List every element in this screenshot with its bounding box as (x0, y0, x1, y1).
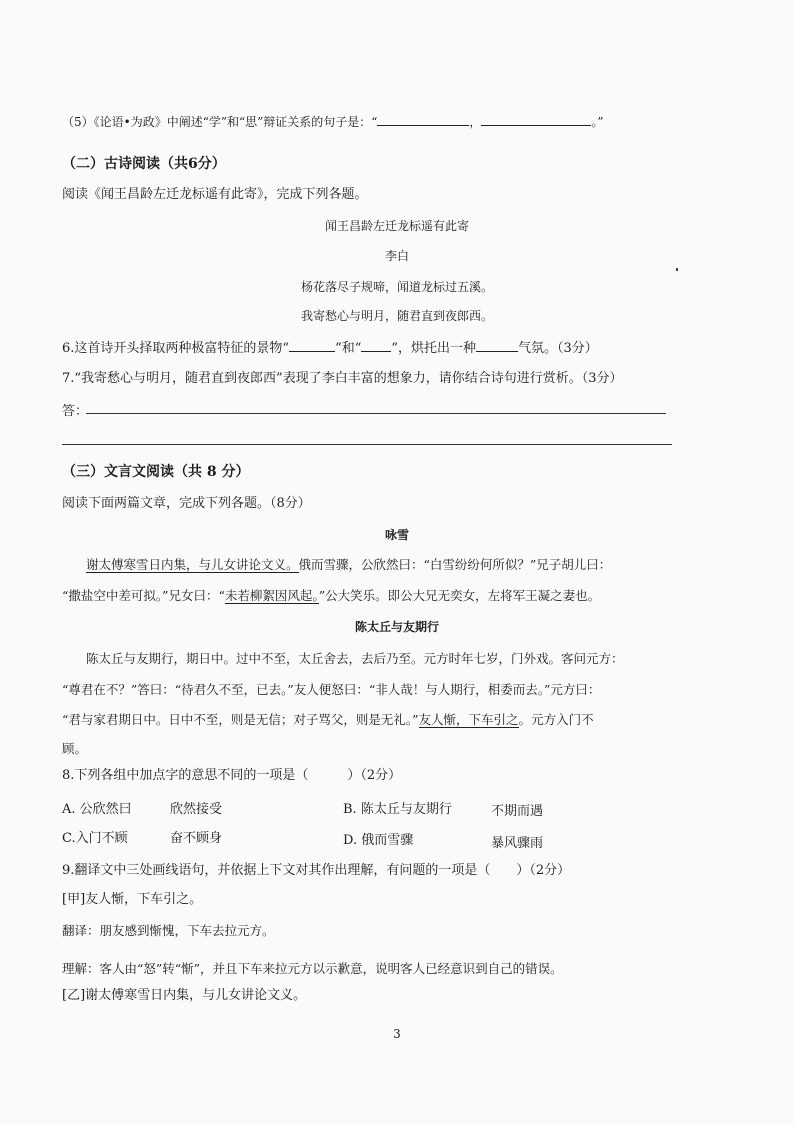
q6-text-c: ”，烘托出一种 (391, 341, 477, 356)
answer-line-1[interactable] (86, 413, 666, 414)
section3-intro: 阅读下面两篇文章，完成下列各题。（8分） (62, 496, 311, 511)
q8-option-c-2: 奋不顾身 (170, 831, 223, 846)
section2-heading: （二）古诗阅读（共6分） (62, 156, 226, 172)
q6-text-a: 6.这首诗开头择取两种极富特征的景物“ (62, 341, 290, 356)
q5-text: （5）《论语•为政》中阐述“学”和“思”辩证关系的句子是：“ (62, 115, 378, 129)
passage2-line-2: “尊君在不？”答曰：“待君久不至，已去。”友人便怒曰：“非人哉！与人期行，相委而去。”元方曰： (62, 682, 601, 697)
q5-line (62, 113, 734, 131)
q6-blank-1[interactable] (289, 339, 335, 352)
q6-text-d: 气氛。（3分） (518, 341, 598, 356)
answer-label: 答： (62, 404, 89, 419)
passage2-line-3 (62, 711, 734, 729)
poem-line-2: 我寄愁心与明月，随君直到夜郎西。 (300, 309, 493, 323)
passage2-text-3a: “君与家君期日中。日中不至，则是无信；对子骂父，则是无礼。” (62, 712, 419, 727)
q9-jia: [甲]友人惭，下车引之。 (62, 892, 203, 907)
passage1-underline-1: 谢太傅寒雪日内集，与儿女讲论文义。 (86, 557, 299, 572)
q9-line: 9.翻译文中三处画线语句，并依据上下文对其作出理解，有问题的一项是（ ）（2分） (62, 863, 571, 878)
passage2-underline: 友人惭，下车引之 (418, 712, 519, 727)
passage1-line-2 (62, 587, 734, 605)
q7-line: 7.“我寄愁心与明月，随君直到夜郎西”表现了李白丰富的想象力，请你结合诗句进行赏析。（3分） (62, 371, 623, 386)
scan-speck (676, 268, 678, 271)
q5-blank-1[interactable] (377, 113, 469, 126)
q9-understanding: 理解：客人由“怒”转“惭”，并且下车来拉元方以示歉意，说明客人已经意识到自己的错误。 (62, 961, 563, 976)
section3-heading: （三）文言文阅读（共 8 分） (62, 464, 250, 480)
q5-blank-2[interactable] (481, 113, 591, 126)
q8-option-a-2: 欣然接受 (170, 802, 223, 817)
q5-end: 。” (591, 115, 604, 129)
section2-intro: 阅读《闻王昌龄左迁龙标遥有此寄》，完成下列各题。 (62, 187, 368, 202)
passage1-text-2a: “撒盐空中差可拟。”兄女曰：“ (62, 588, 225, 603)
poem-line-1: 杨花落尽子规啼，闻道龙标过五溪。 (300, 280, 493, 294)
passage1-line-1 (86, 556, 734, 574)
q6-line (62, 339, 734, 358)
passage1-text-2b: ”公大笑乐。即公大兄无奕女，左将军王凝之妻也。 (318, 588, 601, 603)
q9-yi: [乙]谢太傅寒雪日内集，与儿女讲论文义。 (62, 988, 307, 1003)
page-number: 3 (393, 1027, 401, 1041)
q9-translation: 翻译：朋友感到惭愧，下车去拉元方。 (62, 923, 275, 938)
q8-option-d-2: 暴风骤雨 (491, 836, 544, 851)
passage2-line-1: 陈太丘与友期行，期日中。过中不至，太丘舍去，去后乃至。元方时年七岁，门外戏。客问元方： (86, 651, 624, 666)
q6-blank-2[interactable] (361, 339, 391, 352)
q8-option-a-1[interactable]: A. 公欣然曰 (62, 802, 132, 817)
q8-option-b-2: 不期而遇 (491, 804, 544, 819)
q8-option-d-1[interactable]: D. 俄而雪骤 (343, 833, 414, 848)
passage2-line-4: 顾。 (62, 741, 88, 756)
q5-sep: ， (469, 115, 482, 129)
passage2-title: 陈太丘与友期行 (354, 620, 439, 634)
q6-blank-3[interactable] (476, 339, 518, 352)
q6-text-b: ”和“ (335, 341, 362, 356)
poem-title: 闻王昌龄左迁龙标遥有此寄 (324, 219, 469, 233)
q8-option-c-1[interactable]: C.入门不顾 (62, 831, 128, 846)
answer-line-2[interactable] (62, 444, 672, 445)
passage1-underline-2: 未若柳絮因风起。 (224, 588, 319, 603)
poem-author: 李白 (384, 249, 409, 263)
passage1-text-1: 俄而雪骤，公欣然曰：“白雪纷纷何所似？”兄子胡儿曰： (298, 557, 612, 572)
q8-line: 8.下列各组中加点字的意思不同的一项是（ ）（2分） (62, 768, 402, 783)
passage2-text-3b: 。元方入门不 (518, 712, 594, 727)
passage1-title: 咏雪 (384, 528, 409, 542)
q8-option-b-1[interactable]: B. 陈太丘与友期行 (343, 802, 452, 817)
